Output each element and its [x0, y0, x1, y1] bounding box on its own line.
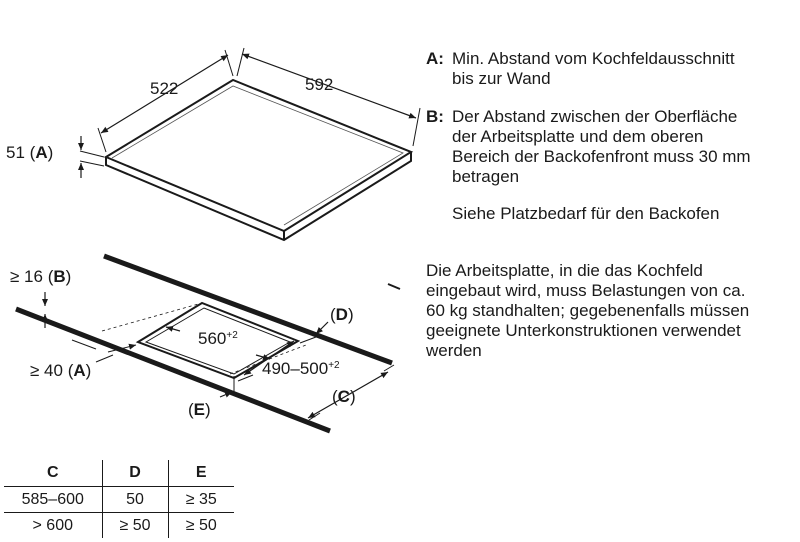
note-b-extra: Siehe Platzbedarf für den Backofen	[452, 204, 720, 223]
table-row	[4, 487, 234, 513]
note-worktop-load	[426, 261, 798, 361]
note-main-line: 60 kg standhalten; gegebenenfalls müssen	[426, 301, 750, 320]
note-b	[426, 107, 796, 187]
note-b-line: Bereich der Backofenfront muss 30 mm	[452, 147, 751, 166]
note-b-line: der Arbeitsplatte und dem oberen	[452, 127, 704, 146]
dimension-c-label: (C)	[332, 387, 356, 406]
note-main-line: geeignete Unterkonstruktionen verwendet	[426, 321, 741, 340]
width-dimension	[237, 48, 420, 146]
width-label: 592	[305, 75, 334, 94]
table-header-d: D	[102, 460, 168, 487]
note-b-line: Der Abstand zwischen der Oberfläche	[452, 107, 738, 126]
height-label: 51 (A)	[6, 143, 54, 162]
dimension-d-label: (D)	[330, 305, 354, 324]
dimension-a	[30, 340, 136, 380]
table-header-c: C	[4, 460, 102, 487]
depth-label: 522	[150, 79, 179, 98]
table-row	[4, 513, 234, 539]
height-dimension	[6, 136, 104, 178]
note-main-line: werden	[426, 341, 482, 360]
table-cell: 585–600	[4, 487, 102, 513]
dimension-490-500	[238, 337, 340, 381]
note-b-line: betragen	[452, 167, 520, 186]
note-a-line: Min. Abstand vom Kochfeldausschnitt	[452, 49, 735, 68]
table-header-e: E	[168, 460, 234, 487]
dimension-560-label: $560^{+2}$	[198, 329, 238, 348]
table-cell: ≥ 35	[168, 487, 234, 513]
dimension-d	[316, 305, 354, 334]
dimension-e-label: (E)	[188, 400, 211, 419]
dimension-b-label: ≥ 16 (B)	[10, 267, 72, 286]
dimension-table	[4, 460, 234, 538]
depth-dimension	[98, 50, 233, 152]
note-a-line: bis zur Wand	[452, 69, 551, 88]
dimension-560	[166, 327, 270, 359]
hob-drawing	[106, 80, 411, 240]
note-b-key: B:	[426, 107, 444, 126]
note-a-key: A:	[426, 49, 444, 68]
table-cell: ≥ 50	[168, 513, 234, 539]
table-cell: 50	[102, 487, 168, 513]
note-a	[426, 49, 796, 89]
dimension-490-500-label: $490-500^{+2}$	[262, 359, 340, 378]
dimension-a-label: ≥ 40 (A)	[30, 361, 92, 380]
table-cell: ≥ 50	[102, 513, 168, 539]
table-cell: > 600	[32, 516, 73, 534]
note-main-line: Die Arbeitsplatte, in die das Kochfeld	[426, 261, 703, 280]
note-main-line: eingebaut wird, muss Belastungen von ca.	[426, 281, 746, 300]
